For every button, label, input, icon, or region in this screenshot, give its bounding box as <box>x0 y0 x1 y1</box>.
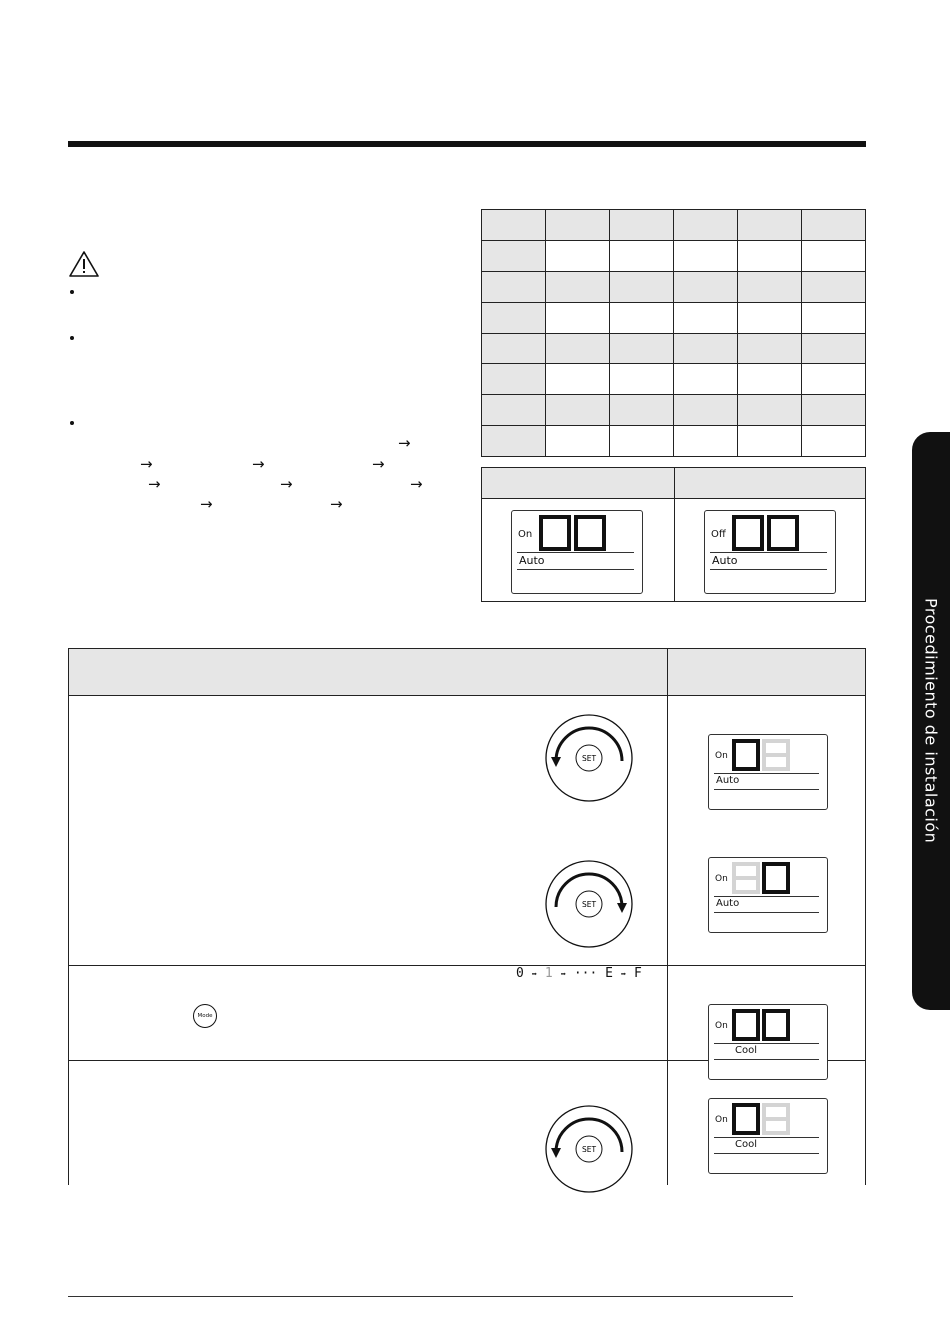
lcd-state: On <box>715 1115 728 1125</box>
seq-item: 1 <box>544 966 553 981</box>
header-rule <box>68 141 866 147</box>
set-label: SET <box>581 754 597 763</box>
side-tab-label: Procedimiento de instalación <box>921 598 941 844</box>
set-label: SET <box>581 1145 597 1154</box>
warning-triangle-icon <box>68 250 100 278</box>
lcd-mode: Cool <box>735 1139 757 1150</box>
lcd-step-4 <box>708 1098 828 1174</box>
arrow: → <box>280 475 293 493</box>
lcd-state: On <box>518 529 533 540</box>
bullet-2 <box>70 336 74 340</box>
arrow: → <box>148 475 161 493</box>
lcd-mode: Auto <box>716 775 740 786</box>
lcd-state: Off <box>711 529 726 540</box>
lcd-state: On <box>715 874 728 884</box>
lcd-state: On <box>715 751 728 761</box>
lcd-digits <box>731 1103 793 1135</box>
lcd-state: On <box>715 1021 728 1031</box>
seq-item: ··· <box>573 966 598 981</box>
set-dial-counterclockwise-2 <box>544 1104 634 1194</box>
seq-item: E <box>605 966 613 981</box>
lcd-digits <box>731 862 793 894</box>
arrow: → <box>410 475 423 493</box>
hex-sequence: 0 ➡ 1 ➡ ··· E ➡ F <box>516 966 642 981</box>
bullet-1 <box>70 290 74 294</box>
lcd-display-on <box>511 510 643 594</box>
lcd-step-1 <box>708 734 828 810</box>
lcd-digits <box>731 739 793 771</box>
set-label: SET <box>581 900 597 909</box>
mode-button-label: Mode <box>197 1013 213 1019</box>
arrow: → <box>252 455 265 473</box>
footer-rule <box>68 1296 793 1297</box>
set-dial-clockwise <box>544 859 634 949</box>
seq-item: 0 <box>516 966 524 981</box>
lcd-mode: Auto <box>716 898 740 909</box>
section-side-tab <box>912 432 950 1010</box>
mode-button-icon <box>193 1004 217 1028</box>
arrow: → <box>140 455 153 473</box>
bullet-3 <box>70 421 74 425</box>
lcd-mode: Auto <box>712 554 738 567</box>
lcd-step-3 <box>708 1004 828 1080</box>
set-dial-counterclockwise <box>544 713 634 803</box>
lcd-step-2 <box>708 857 828 933</box>
lcd-mode: Auto <box>519 554 545 567</box>
lcd-digits <box>731 515 801 551</box>
arrow: → <box>330 495 343 513</box>
option-table <box>481 209 866 457</box>
lcd-digits <box>538 515 608 551</box>
arrow: → <box>398 434 411 452</box>
seq-item: F <box>634 966 642 981</box>
lcd-digits <box>731 1009 793 1041</box>
arrow: → <box>200 495 213 513</box>
lcd-mode: Cool <box>735 1045 757 1056</box>
lcd-display-off <box>704 510 836 594</box>
arrow: → <box>372 455 385 473</box>
